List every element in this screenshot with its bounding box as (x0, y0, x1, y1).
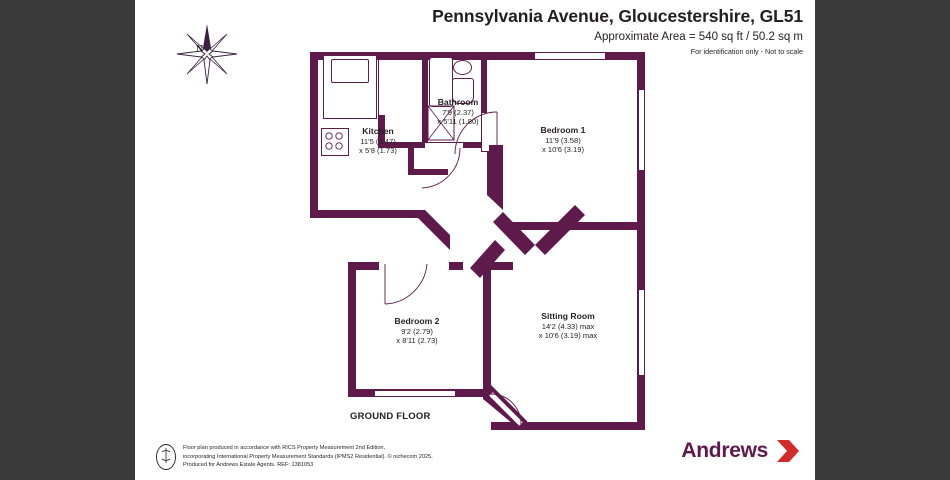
wall-left-upper (310, 52, 318, 218)
footer-line-2: incorporating International Property Measurement Standards (IPMS2 Residential). © nichecom 2025. (183, 453, 433, 460)
basin-icon (453, 60, 472, 75)
room-label-kitchen: Kitchen 11'5 (3.47) x 5'8 (1.73) (359, 126, 397, 156)
disclaimer-text: For identification only - Not to scale (690, 47, 803, 56)
room-label-bedroom-2: Bedroom 2 9'2 (2.79) x 8'11 (2.73) (394, 316, 440, 346)
footer-line-1: Floor plan produced in accordance with RICS Property Measurement 2nd Edition, (183, 445, 386, 451)
floorplan-drawing (135, 0, 815, 480)
wall-bedroom2-top-stub (483, 262, 513, 270)
footer-line-3: Produced for Andrews Estate Agents. REF: 1381053 (183, 462, 314, 469)
door-swing-bathroom (418, 146, 462, 190)
window-sitting (639, 290, 644, 375)
room-label-sitting-room: Sitting Room 14'2 (4.33) max x 10'6 (3.19) max (538, 311, 598, 341)
wall-right-bedroom2 (483, 262, 491, 397)
kitchen-sink-icon (331, 59, 369, 83)
doorway-kitchen (379, 60, 385, 115)
brand-logo (681, 438, 801, 464)
floorplan-page (135, 0, 815, 480)
wall-left-bedroom2 (348, 262, 356, 397)
rics-logo-icon (155, 443, 177, 471)
door-angled-entry (487, 392, 529, 432)
chevron-right-icon (775, 438, 801, 464)
window-bedroom1-side (639, 90, 644, 170)
floor-label: GROUND FLOOR (350, 411, 431, 422)
window-bedroom1 (535, 53, 605, 59)
brand-name: Andrews (681, 439, 768, 462)
room-label-bedroom-1: Bedroom 1 11'9 (3.58) x 10'6 (3.19) (540, 125, 586, 155)
room-label-bathroom: Bathroom 7'9 (2.37) x 5'11 (1.80) (437, 97, 479, 127)
footer-notes (183, 444, 433, 470)
window-bedroom2 (375, 391, 455, 396)
door-swing-bedroom2 (379, 264, 429, 306)
area-summary: Approximate Area = 540 sq ft / 50.2 sq m (594, 31, 803, 43)
compass-north-label: N (196, 44, 204, 55)
page-title: Pennsylvania Avenue, Gloucestershire, GL51 (432, 6, 803, 26)
